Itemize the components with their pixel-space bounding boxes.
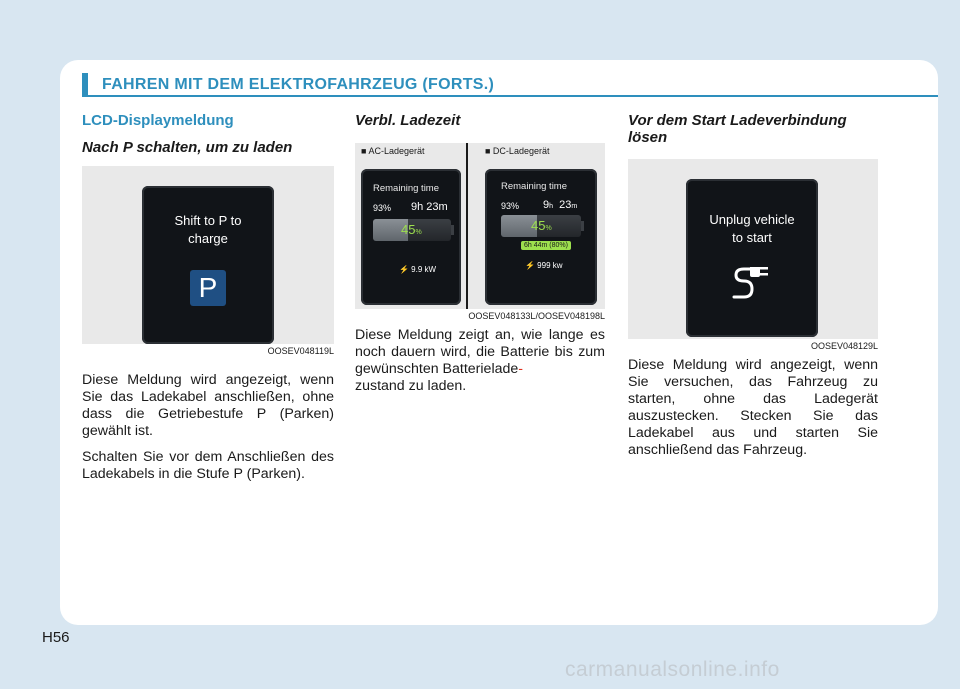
- figure-shift-to-p: [82, 166, 334, 344]
- display-screen: [142, 186, 274, 344]
- figure-divider: [466, 143, 468, 309]
- screen-line-2: to start: [732, 230, 772, 245]
- screen-line-1: Unplug vehicle: [709, 212, 795, 227]
- ac-battery-tip: [451, 225, 454, 235]
- dc-minutes-unit: m: [571, 203, 578, 210]
- section-header: [82, 73, 938, 97]
- park-gear-icon: P: [190, 270, 226, 306]
- legend-dc: ■ DC-Ladegerät: [485, 146, 550, 156]
- page-number: H56: [42, 629, 70, 646]
- dc-hours-unit: h: [549, 203, 554, 210]
- subtitle-unplug: Vor dem Start Ladeverbindung lösen: [628, 112, 847, 146]
- figure-code: OOSEV048129L: [810, 341, 878, 351]
- legend-ac: ■ AC-Ladegerät: [361, 146, 425, 156]
- dc-battery-tip: [581, 221, 584, 231]
- paragraph-2: Schalten Sie vor dem Anschließen des Ladekabels in die Stufe P (Parken).: [82, 449, 334, 482]
- hyphen-mark: -: [518, 361, 524, 377]
- dc-battery-value: 45: [531, 218, 546, 233]
- ac-title: Remaining time: [373, 183, 439, 194]
- display-screen-dc: [485, 169, 597, 305]
- ac-battery-value: 45: [401, 222, 416, 237]
- dc-remaining-time: [543, 199, 577, 211]
- ac-battery-unit: %: [415, 229, 422, 236]
- dc-title: Remaining time: [501, 181, 567, 192]
- ac-target-percent: 93%: [373, 203, 392, 213]
- dc-minutes: 23: [559, 199, 572, 211]
- plug-cable-icon: [730, 267, 778, 303]
- ac-remaining-time: 9h 23m: [411, 201, 448, 213]
- column-remaining-time: [355, 108, 605, 404]
- screen-line-1: Shift to P to: [174, 213, 242, 228]
- dc-charging-power: ⚡ 999 kw: [525, 261, 563, 270]
- header-title: FAHREN MIT DEM ELEKTROFAHRZEUG (FORTS.): [102, 76, 495, 93]
- paragraph-1: [355, 327, 605, 395]
- figure-remaining-time: [355, 143, 605, 309]
- header-underline: [82, 95, 938, 97]
- paragraph-1: Diese Meldung wird angezeigt, wenn Sie das Ladekabel anschließen, ohne dass die Getriebestufe P (Parken) gewählt ist.: [82, 372, 334, 439]
- subtitle-shift-to-p: Nach P schalten, um zu laden: [82, 139, 293, 156]
- ac-charging-power: ⚡ 9.9 kW: [399, 265, 437, 274]
- display-screen-ac: [361, 169, 461, 305]
- ac-battery-percent: [401, 222, 422, 237]
- dc-hours: 9: [543, 199, 550, 211]
- paragraph-1-part-b: zustand zu laden.: [355, 378, 467, 394]
- figure-unplug: [628, 159, 878, 339]
- figure-code: OOSEV048133L/OOSEV048198L: [468, 311, 605, 321]
- dc-estimate-badge: 6h 44m (80%): [521, 241, 571, 250]
- dc-target-percent: 93%: [501, 201, 520, 211]
- column-unplug-before-start: [628, 108, 878, 468]
- display-screen: [686, 179, 818, 337]
- section-title: LCD-Displaymeldung: [82, 112, 234, 129]
- column-lcd-message: [82, 108, 334, 492]
- dc-battery-unit: %: [545, 225, 552, 232]
- watermark: carmanualsonline.info: [565, 658, 780, 681]
- dc-battery-percent: [531, 218, 552, 233]
- screen-line-2: charge: [188, 231, 228, 246]
- header-accent-bar: [82, 73, 88, 97]
- paragraph-1-part-a: Diese Meldung zeigt an, wie lange es noch dauern wird, die Batterie bis zum gewünschten Batterielade: [355, 327, 605, 377]
- figure-code: OOSEV048119L: [267, 346, 334, 356]
- paragraph-1: Diese Meldung wird angezeigt, wenn Sie versuchen, das Fahrzeug zu starten, ohne das Ladegerät auszustecken. Stecken Sie das Ladekabel aus und starten Sie anschließend das Fahrzeug.: [628, 357, 878, 458]
- subtitle-remaining-time: Verbl. Ladezeit: [355, 112, 461, 129]
